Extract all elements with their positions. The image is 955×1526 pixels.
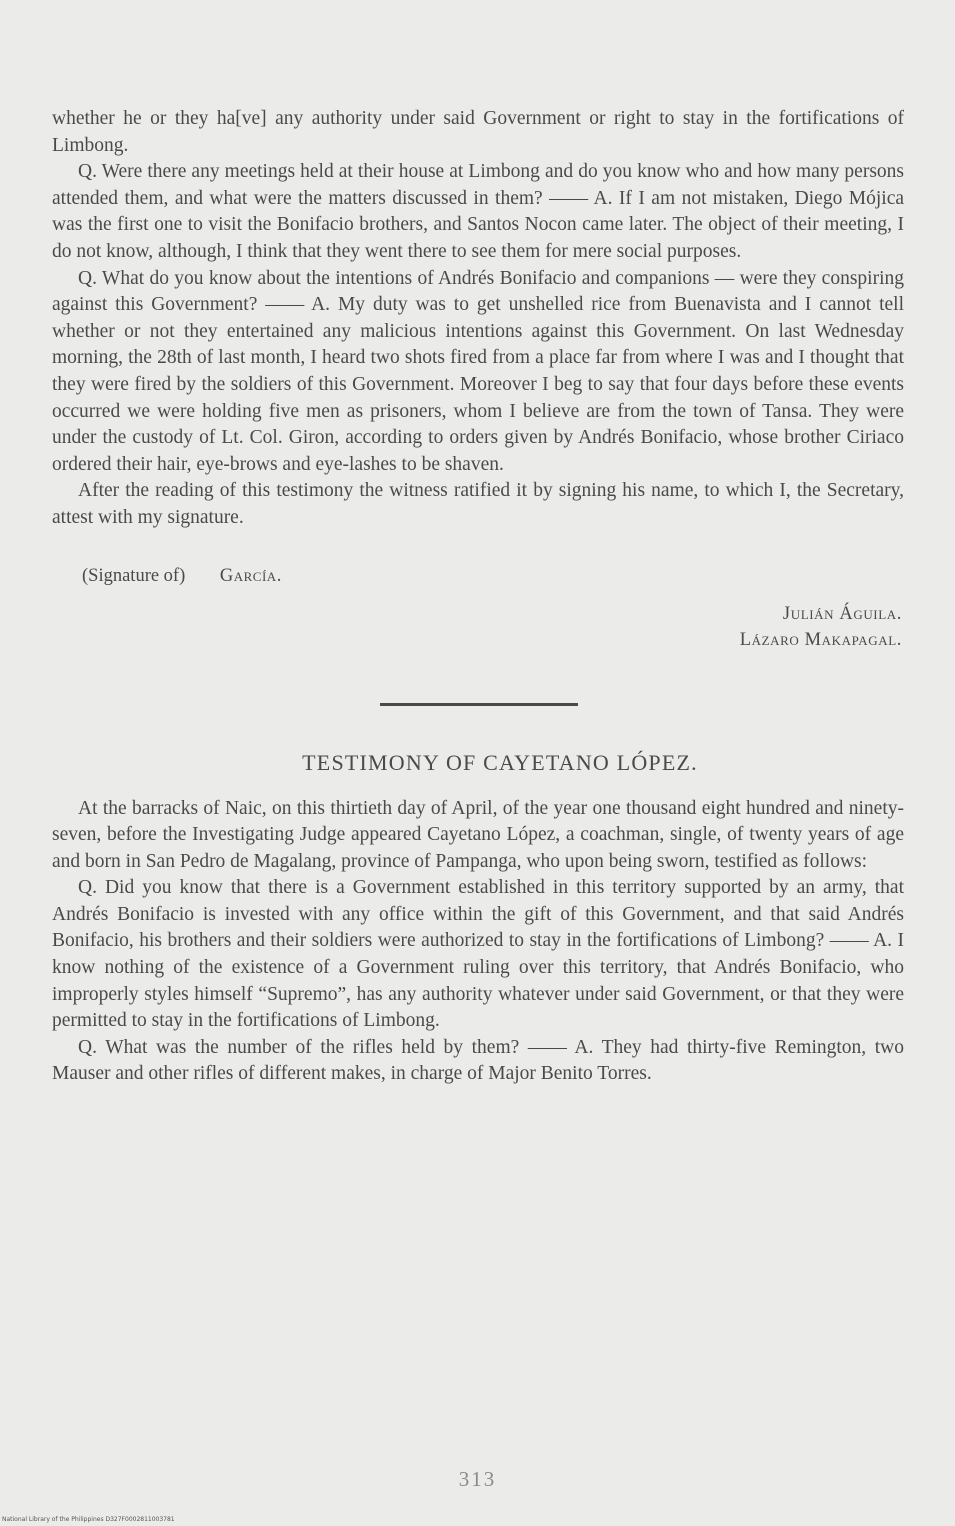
section-divider: [380, 703, 578, 706]
signers-block: [52, 601, 904, 653]
paragraph-question-rifles: Q. What was the number of the rifles held by them? —— A. They had thirty-five Remington, two Mauser and other rifles of different makes, in charge of Major Benito Torres.: [52, 1036, 904, 1085]
document-body: [52, 106, 904, 1088]
signature-line: [52, 566, 904, 587]
signature-label: (Signature of): [82, 565, 186, 586]
signer-name: Lázaro Makapagal.: [739, 629, 902, 650]
footer-caption: National Library of the Philippines D327F0002811003781: [2, 1516, 175, 1523]
paragraph-question-government: Q. Did you know that there is a Government established in this territory supported by an army, that Andrés Bonifacio is invested with any office within the gift of this Government, and that said Andrés Bonifacio, his brothers and their soldiers were authorized to stay in the fortifications of Limbong? —— A. I know nothing of the existence of a Government ruling over this territory, that Andrés Bonifacio, who improperly styles himself “Supremo”, has any authority whatever under said Government, or that they were permitted to stay in the fortifications of Limbong.: [52, 877, 904, 1032]
paragraph-intro: At the barracks of Naic, on this thirtieth day of April, of the year one thousand eight hundred and ninety-seven, before the Investigating Judge appeared Cayetano López, a coachman, single, of twenty years of age and born in San Pedro de Magalang, province of Pampanga, who upon being sworn, testified as follows:: [52, 797, 904, 872]
paragraph-question-intentions: Q. What do you know about the intentions of Andrés Bonifacio and companions — were they conspiring against this Government? —— A. My duty was to get unshelled rice from Buenavista and I cannot tell whether or not they entertained any malicious intentions against this Government. On last Wednesday morning, the 28th of last month, I heard two shots fired from a place far from where I was and I thought that they were fired by the soldiers of this Government. Moreover I beg to say that four days before these events occurred we were holding five men as prisoners, whom I believe are from the town of Tansa. They were under the custody of Lt. Col. Giron, according to orders given by Andrés Bonifacio, whose brother Ciriaco ordered their hair, eye-brows and eye-lashes to be shaven.: [52, 267, 904, 475]
paragraph-ratification: After the reading of this testimony the witness ratified it by signing his name, to which I, the Secretary, attest with my signature.: [52, 480, 904, 528]
paragraph-question-meetings: Q. Were there any meetings held at their house at Limbong and do you know who and how many persons attended them, and what were the matters discussed in them? —— A. If I am not mistaken, Diego Mójica was the first one to visit the Bonifacio brothers, and Santos Nocon came later. The object of their meeting, I do not know, although, I think that they went there to see them for mere social purposes.: [52, 161, 904, 262]
page-number: 313: [458, 1467, 497, 1491]
paragraph-continuation: whether he or they ha[ve] any authority under said Government or right to stay in the fortifications of Limbong.: [52, 108, 904, 156]
section-title: TESTIMONY OF CAYETANO LÓPEZ.: [302, 749, 698, 775]
signer-name: Julián Águila.: [782, 603, 902, 624]
signature-name: García.: [219, 565, 282, 586]
